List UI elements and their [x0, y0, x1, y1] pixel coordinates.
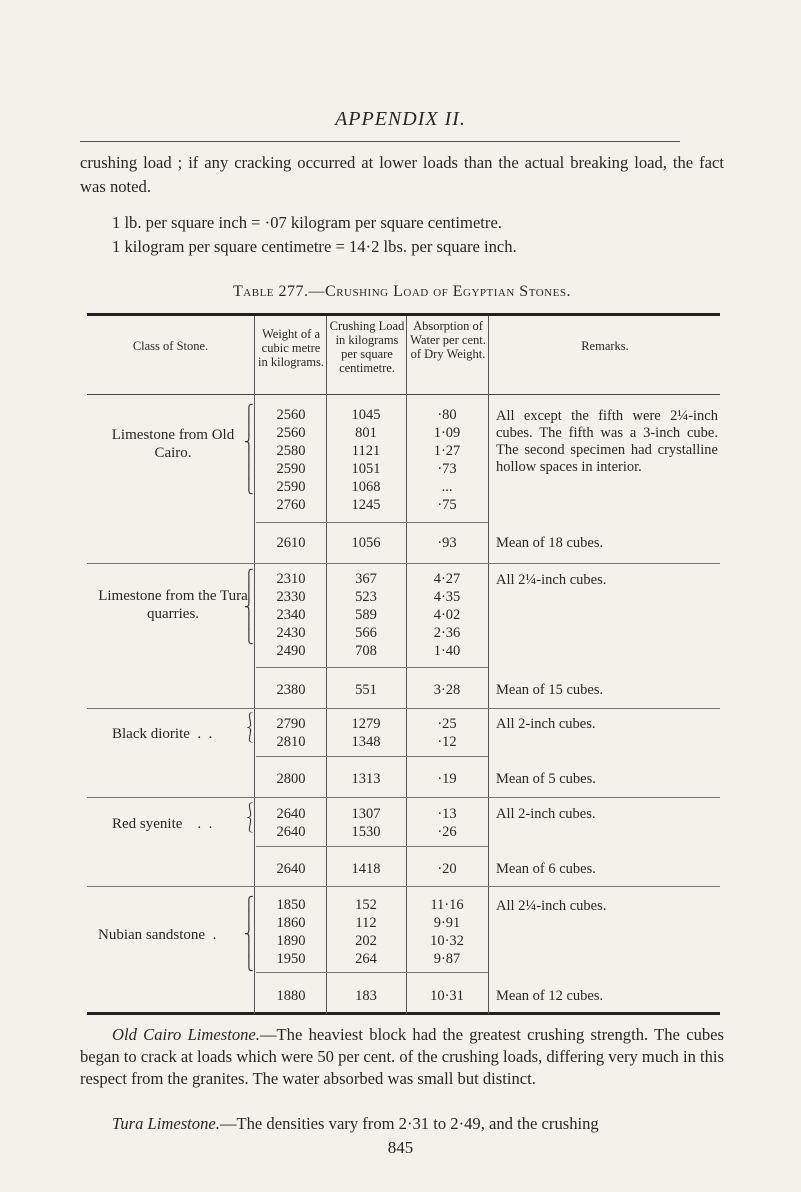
- col-header-weight: Weight of a cubic metre in kilograms.: [258, 327, 324, 369]
- mean-weight: 2800: [276, 771, 306, 787]
- remark-text: All 2¼-inch cubes.: [496, 898, 607, 914]
- header-rule: [80, 141, 680, 142]
- mean-remark: Mean of 5 cubes.: [496, 771, 596, 787]
- load-value: 202: [355, 933, 377, 949]
- absorption-value: ·80: [437, 407, 457, 423]
- page-number: 845: [387, 1138, 414, 1157]
- load-value: 1348: [351, 734, 381, 750]
- mean-rule: [256, 522, 488, 523]
- group-rule: [87, 886, 720, 887]
- weight-value: 2580: [276, 443, 306, 459]
- load-value: 1051: [351, 461, 381, 477]
- absorption-value: ·25: [437, 716, 457, 732]
- table-top-rule: [87, 313, 720, 316]
- load-value: 1279: [351, 716, 381, 732]
- absorption-value: 1·40: [433, 643, 461, 659]
- weight-value: 2330: [276, 589, 306, 605]
- note-old-cairo-text: —The heaviest block had the greatest crushing strength. The cubes began to crack at loads which were 50 per cent. of the crushing loads, differing very much in this respect from the granites. The water absorbed was small but distinct.: [80, 1025, 724, 1088]
- load-value: 566: [355, 625, 377, 641]
- note-old-cairo-title: Old Cairo Limestone.: [112, 1025, 260, 1044]
- group-rule: [87, 797, 720, 798]
- table-bottom-rule: [87, 1012, 720, 1015]
- col-header-load: Crushing Load in kilograms per square centimetre.: [329, 319, 405, 375]
- column-divider: [326, 316, 327, 1014]
- load-value: 708: [355, 643, 377, 659]
- absorption-value: 9·87: [433, 951, 461, 967]
- weight-value: 2760: [276, 497, 306, 513]
- weight-value: 1850: [276, 897, 306, 913]
- note-tura-text: —The densities vary from 2·31 to 2·49, and the crushing: [219, 1114, 599, 1133]
- weight-value: 1950: [276, 951, 306, 967]
- weight-value: 2590: [276, 461, 306, 477]
- weight-value: 2810: [276, 734, 306, 750]
- stone-class-name: Nubian sandstone .: [98, 927, 217, 943]
- group-rule: [87, 708, 720, 709]
- absorption-value: 9·91: [433, 915, 461, 931]
- remark-text: All except the fifth were 2¼-inch cubes. The fifth was a 3-inch cube. The second specimen had crystalline hollow spaces in interior.: [496, 408, 718, 475]
- mean-remark: Mean of 18 cubes.: [496, 535, 604, 551]
- mean-absorption: 10·31: [430, 988, 464, 1004]
- mean-weight: 2610: [276, 535, 306, 551]
- mean-rule: [256, 667, 488, 668]
- remark-text: All 2-inch cubes.: [496, 716, 596, 732]
- load-value: 1245: [351, 497, 381, 513]
- stone-class-name: Limestone from the Tura quarries.: [98, 588, 248, 622]
- load-value: 367: [355, 571, 377, 587]
- running-header: APPENDIX II.: [335, 108, 466, 130]
- col-header-remarks: Remarks.: [581, 339, 629, 353]
- load-value: 589: [355, 607, 377, 623]
- weight-value: 1890: [276, 933, 306, 949]
- brace: ⎧ ⎪ ⎨ ⎪ ⎩: [244, 569, 254, 644]
- weight-value: 2490: [276, 643, 306, 659]
- mean-absorption: 3·28: [433, 682, 461, 698]
- weight-value: 2340: [276, 607, 306, 623]
- mean-absorption: ·19: [437, 771, 457, 787]
- stone-class-label: Nubian sandstone: [98, 927, 206, 943]
- weight-value: 1860: [276, 915, 306, 931]
- mean-load: 1418: [351, 861, 381, 877]
- remark-text: All 2¼-inch cubes.: [496, 572, 607, 588]
- absorption-value: 1·09: [433, 425, 461, 441]
- mean-load: 551: [355, 682, 377, 698]
- absorption-value: 2·36: [433, 625, 461, 641]
- group-rule: [87, 563, 720, 564]
- column-divider: [488, 316, 489, 1014]
- weight-value: 2790: [276, 716, 306, 732]
- weight-value: 2560: [276, 425, 306, 441]
- weight-value: 2590: [276, 479, 306, 495]
- load-value: 1045: [351, 407, 381, 423]
- mean-load: 1056: [351, 535, 381, 551]
- absorption-value: ·13: [437, 806, 457, 822]
- remark-text: All 2-inch cubes.: [496, 806, 596, 822]
- load-value: 264: [355, 951, 377, 967]
- stone-class-name: Black diorite . .: [112, 726, 213, 742]
- weight-value: 2640: [276, 824, 306, 840]
- mean-remark: Mean of 12 cubes.: [496, 988, 604, 1004]
- mean-absorption: ·20: [437, 861, 457, 877]
- mean-weight: 1880: [276, 988, 306, 1004]
- load-value: 1530: [351, 824, 381, 840]
- load-value: 523: [355, 589, 377, 605]
- brace: ⎧ ⎪ ⎨ ⎪ ⎩: [244, 896, 254, 971]
- mean-rule: [256, 846, 488, 847]
- mean-absorption: ·93: [437, 535, 457, 551]
- load-value: 1121: [351, 443, 381, 459]
- load-value: 1068: [351, 479, 381, 495]
- absorption-value: ...: [441, 479, 453, 495]
- mean-load: 1313: [351, 771, 381, 787]
- conversion-line-1: 1 lb. per square inch = ·07 kilogram per square centimetre.: [112, 213, 502, 232]
- absorption-value: ·12: [437, 734, 457, 750]
- col-header-class: Class of Stone.: [132, 339, 209, 353]
- column-divider: [254, 316, 255, 1014]
- absorption-value: 4·02: [433, 607, 461, 623]
- column-divider: [406, 316, 407, 1014]
- mean-remark: Mean of 15 cubes.: [496, 682, 604, 698]
- stone-class-label: Black diorite: [112, 726, 190, 742]
- stone-class-label: Red syenite: [112, 816, 183, 832]
- load-value: 112: [355, 915, 377, 931]
- intro-paragraph: crushing load ; if any cracking occurred at lower loads than the actual breaking load, the fact was noted.: [80, 153, 724, 196]
- load-value: 1307: [351, 806, 381, 822]
- absorption-value: 10·32: [430, 933, 464, 949]
- mean-weight: 2380: [276, 682, 306, 698]
- table-title: Crushing Load of Egyptian Stones.: [325, 283, 571, 300]
- header-separator: [87, 394, 720, 395]
- weight-value: 2430: [276, 625, 306, 641]
- absorption-value: ·73: [437, 461, 457, 477]
- table-caption: [80, 283, 724, 301]
- absorption-value: 11·16: [430, 897, 464, 913]
- note-tura: [80, 1113, 724, 1135]
- absorption-value: ·26: [437, 824, 457, 840]
- conversion-line-2: 1 kilogram per square centimetre = 14·2 lbs. per square inch.: [112, 237, 517, 256]
- stone-class-name: Red syenite . .: [112, 816, 213, 832]
- brace: ⎰ ⎱: [243, 804, 257, 834]
- absorption-value: ·75: [437, 497, 457, 513]
- note-old-cairo: [80, 1024, 724, 1090]
- brace: ⎰ ⎱: [243, 714, 257, 744]
- absorption-value: 1·27: [433, 443, 461, 459]
- mean-rule: [256, 756, 488, 757]
- weight-value: 2310: [276, 571, 306, 587]
- mean-remark: Mean of 6 cubes.: [496, 861, 596, 877]
- table-number: Table 277.—: [233, 283, 326, 300]
- mean-weight: 2640: [276, 861, 306, 877]
- weight-value: 2640: [276, 806, 306, 822]
- col-header-absorption: Absorption of Water per cent. of Dry Weight.: [410, 319, 486, 361]
- brace: ⎧ ⎪ ⎨ ⎪ ⎪ ⎩: [244, 404, 254, 494]
- stone-class-name: Limestone from Old Cairo.: [111, 427, 235, 461]
- absorption-value: 4·35: [433, 589, 461, 605]
- load-value: 152: [355, 897, 377, 913]
- absorption-value: 4·27: [433, 571, 461, 587]
- note-tura-title: Tura Limestone.: [112, 1114, 220, 1133]
- weight-value: 2560: [276, 407, 306, 423]
- load-value: 801: [355, 425, 377, 441]
- mean-load: 183: [355, 988, 377, 1004]
- mean-rule: [256, 972, 488, 973]
